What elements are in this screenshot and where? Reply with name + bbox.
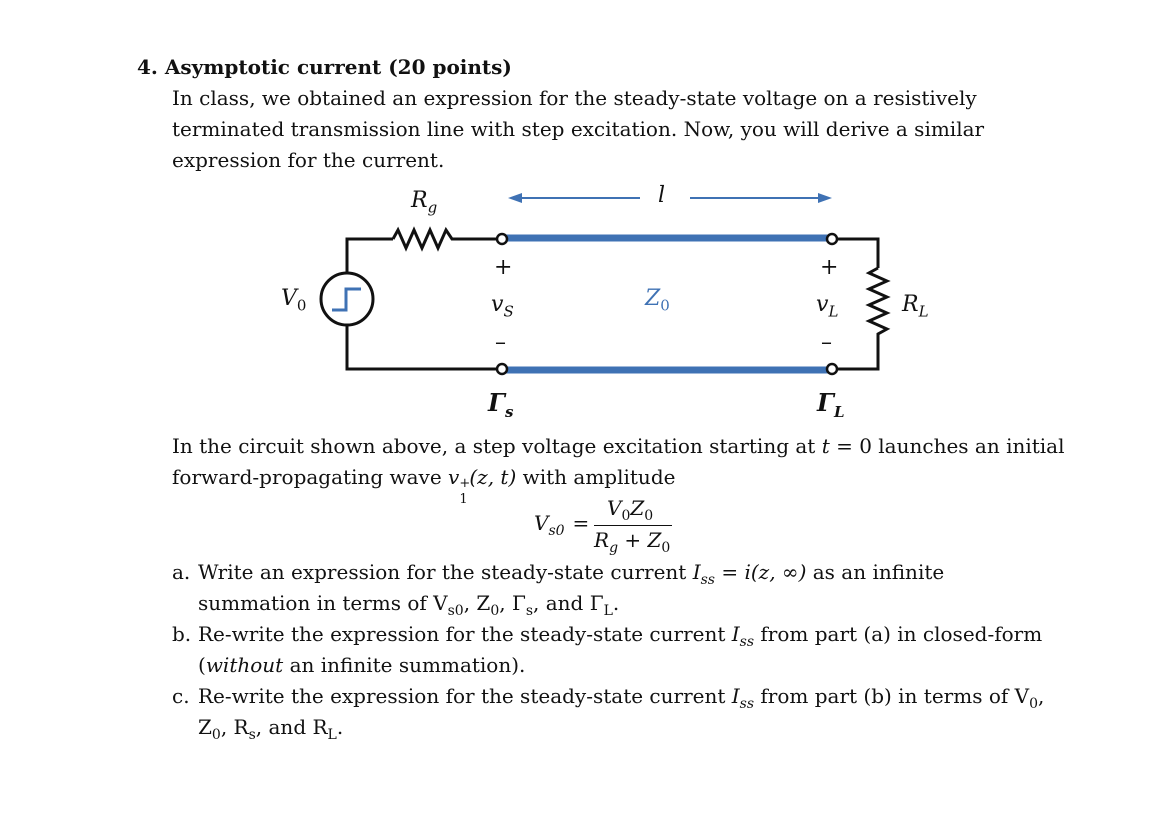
intro-line-2: terminated transmission line with step excitation. Now, you will derive a similar xyxy=(172,117,985,141)
description-line-1: In the circuit shown above, a step voltage excitation starting at t = 0 launches an initial xyxy=(172,434,1065,458)
vl-minus: – xyxy=(821,330,832,355)
intro-line-1: In class, we obtained an expression for the steady-state voltage on a resistively xyxy=(172,86,977,110)
equation-numerator: $V_0Z_0$ xyxy=(607,496,654,524)
vs-plus: + xyxy=(494,255,513,280)
item-a-line-1: a. Write an expression for the steady-state current $I_{ss} = i(z$, ∞) as an infinite xyxy=(172,560,945,588)
item-a-line-2: summation in terms of $V_{s0}$, $Z_0$, $\Gamma_s$, and $\Gamma_L$. xyxy=(198,591,620,619)
rl-resistor xyxy=(869,268,887,343)
fraction-bar xyxy=(594,525,672,526)
problem-title: 4. Asymptotic current (20 points) xyxy=(137,55,512,79)
rl-label: $R_L$ xyxy=(902,292,929,321)
length-label: l xyxy=(658,183,666,208)
rg-label: $R_g$ xyxy=(411,188,438,217)
intro-line-3: expression for the current. xyxy=(172,148,445,172)
v0-label: $V_0$ xyxy=(281,286,307,315)
z0-label: $Z_0$ xyxy=(645,286,670,315)
item-c-line-1: c. Re-write the expression for the steady-state current $I_{ss}$ from part (b) in terms of $V_0$, xyxy=(172,684,1045,712)
gamma-s-label: $\Gamma_s$ xyxy=(488,388,514,421)
circuit-wires xyxy=(347,239,878,369)
length-arrow xyxy=(508,193,832,203)
vs-label: $v_S$ xyxy=(491,292,514,321)
vs-minus: – xyxy=(495,330,506,355)
equation-lhs: $V_{s0}$ = xyxy=(534,511,590,539)
item-b-line-1: b. Re-write the expression for the steady-state current $I_{ss}$ from part (a) in closed-form xyxy=(172,622,1043,650)
equation-denominator: $R_g + Z_0$ xyxy=(594,528,671,556)
rg-resistor xyxy=(393,230,457,248)
vl-label: $v_L$ xyxy=(816,292,839,321)
description-line-2: forward-propagating wave v + 1 (z, t) with amplitude xyxy=(172,465,676,507)
item-b-line-2: (without an infinite summation). xyxy=(198,653,526,677)
gamma-l-label: $\Gamma_L$ xyxy=(817,388,845,421)
vl-plus: + xyxy=(820,255,839,280)
item-c-line-2: $Z_0$, $R_s$, and $R_L$. xyxy=(198,715,344,743)
